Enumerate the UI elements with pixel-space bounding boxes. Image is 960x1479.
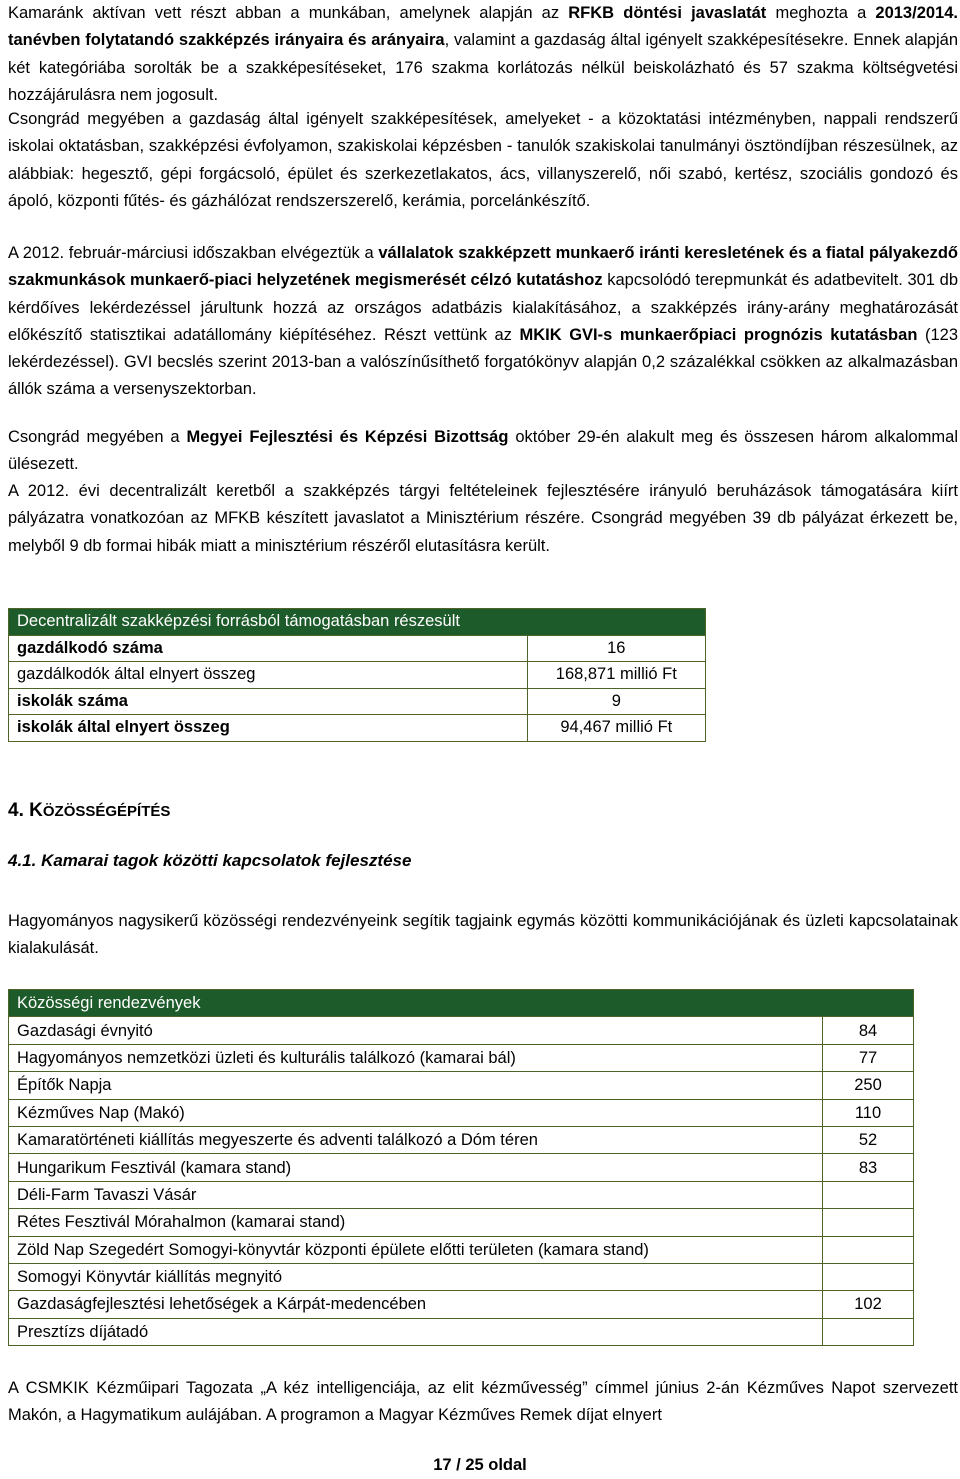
table-cell-label: Építők Napja: [9, 1072, 823, 1099]
text: (123 lekérdezéssel). GVI becslés szerint 2013-ban a valószínűsíthető forgatókönyv alapján 0,2 százalékkal csökken az alkalmazásban állók száma a versenyszektorban.: [8, 325, 958, 399]
bold-text: Megyei Fejlesztési és Képzési Bizottság: [186, 428, 509, 446]
table-cell-label: Kézműves Nap (Makó): [9, 1099, 823, 1126]
table-cell-value: 84: [823, 1017, 914, 1044]
table-header-row: [9, 609, 706, 636]
table-cell-value: 52: [823, 1126, 914, 1153]
table-header: Közösségi rendezvények: [9, 990, 914, 1017]
paragraph-palyazat: A 2012. évi decentralizált keretből a szakképzés tárgyi feltételeinek fejlesztésére irányuló beruházások támogatására kiírt pályázatra vonatkozóan az MFKB készített javaslatot a Minisztérium részére. Csongrád megyében 39 db pályázat érkezett be, melyből 9 db formai hibák miatt a minisztérium részéről elutasításra került.: [8, 482, 958, 555]
table-row: [9, 1318, 914, 1345]
table-cell-label: Hagyományos nemzetközi üzleti és kulturális találkozó (kamarai bál): [9, 1044, 823, 1071]
page-number: 17 / 25 oldal: [433, 1456, 527, 1474]
table-cell-label: Hungarikum Fesztivál (kamara stand): [9, 1154, 823, 1181]
paragraph-kutatas: [8, 240, 958, 404]
section-title: ÖZÖSSÉGÉPÍTÉS: [42, 803, 171, 820]
table-cell-value: [823, 1181, 914, 1208]
paragraph-csongrad-szakkepesitesek: Csongrád megyében a gazdaság által igényelt szakképesítések, amelyeket - a közoktatási intézményben, nappali rendszerű iskolai oktatásban, szakképzési évfolyamon, szakiskolai képzésben - tanulók szakiskolai tanulmányi ösztöndíjban részesülnek, az alábbiak: hegesztő, gépi forgácsoló, épület és szerkezetlakatos, ács, villanyszerelő, női szabó, kertész, szociális gondozó és ápoló, központi fűtés- és gázhálózat rendszerszerelő, kerámia, porcelánkészítő.: [8, 110, 958, 210]
table-header-row: [9, 990, 914, 1017]
text: Csongrád megyében a: [8, 428, 187, 446]
text: október 29-én alakult meg és összesen három alkalommal ülésezett.: [8, 428, 959, 474]
table-cell-label: gazdálkodók által elnyert összeg: [9, 662, 528, 689]
events-table: [8, 989, 914, 1346]
table-cell-label: Zöld Nap Szegedért Somogyi-könyvtár központi épülete előtti területen (kamara stand): [9, 1236, 823, 1263]
table-cell-value: 102: [823, 1291, 914, 1318]
text: kapcsolódó terepmunkát és adatbevitelt. 301 db kérdőíves lekérdezéssel járultunk hozzá az országos adatbázis kialakításához, a szakképzés irány-arány meghatározását előkészítő statisztikai adatállomány kiépítéséhez. Részt vettünk az: [8, 271, 958, 344]
table-row: [9, 1072, 914, 1099]
table-row: [9, 1017, 914, 1044]
subsection-heading: 4.1. Kamarai tagok közötti kapcsolatok fejlesztése: [8, 851, 412, 870]
table-cell-value: [823, 1209, 914, 1236]
table-cell-label: Kamaratörténeti kiállítás megyeszerte és adventi találkozó a Dóm téren: [9, 1126, 823, 1153]
table-cell-label: Somogyi Könyvtár kiállítás megnyitó: [9, 1263, 823, 1290]
table-row: [9, 1154, 914, 1181]
table-row: [9, 1099, 914, 1126]
paragraph-kezmuipari: A CSMKIK Kézműipari Tagozata „A kéz intelligenciája, az elit kézművesség” címmel június 2-án Kézműves Napot szervezett Makón, a Hagymatikum aulájában. A programon a Magyar Kézműves Remek díjat elnyert: [8, 1379, 958, 1425]
table-cell-label: Rétes Fesztivál Mórahalmon (kamarai stand): [9, 1209, 823, 1236]
table-row: [9, 635, 706, 662]
table-cell-label: Gazdaságfejlesztési lehetőségek a Kárpát-medencében: [9, 1291, 823, 1318]
paragraph-rfkb: [8, 0, 958, 109]
table-cell-value: [823, 1318, 914, 1345]
table-cell-value: 250: [823, 1072, 914, 1099]
table-cell-value: 110: [823, 1099, 914, 1126]
table-cell-value: [823, 1263, 914, 1290]
table-cell-value: 16: [527, 635, 705, 662]
table-cell-value: 77: [823, 1044, 914, 1071]
text: A 2012. február-márciusi időszakban elvégeztük a: [8, 244, 379, 262]
table-row: [9, 715, 706, 742]
table-row: [9, 1126, 914, 1153]
paragraph-bizottsag: [8, 424, 958, 479]
bold-text: MKIK GVI-s munkaerőpiaci prognózis kutatásban: [519, 325, 918, 344]
table-row: [9, 1209, 914, 1236]
table-cell-label: gazdálkodó száma: [9, 635, 528, 662]
table-cell-value: 94,467 millió Ft: [527, 715, 705, 742]
table-row: [9, 662, 706, 689]
section-number: 4. K: [8, 800, 43, 821]
table-cell-label: iskolák száma: [9, 688, 528, 715]
table-cell-value: [823, 1236, 914, 1263]
table-cell-value: 168,871 millió Ft: [527, 662, 705, 689]
table-cell-label: iskolák által elnyert összeg: [9, 715, 528, 742]
table-row: [9, 1181, 914, 1208]
section-heading: [8, 800, 170, 822]
table-cell-label: Gazdasági évnyitó: [9, 1017, 823, 1044]
table-cell-value: 9: [527, 688, 705, 715]
support-table: [8, 608, 706, 742]
text: , valamint a gazdaság által igényelt szakképesítésekre. Ennek alapján két kategóriába sorolták be a szakképesítéseket, 176 szakma korlátozás nélkül beiskolázható és 57 szakma költségvetési hozzájárulásra nem jogosult.: [8, 31, 958, 104]
bold-text: 2013/2014. tanévben folytatandó szakképzés irányaira és arányaira: [8, 4, 958, 50]
bold-text: RFKB döntési javaslatát: [568, 4, 767, 22]
table-row: [9, 1291, 914, 1318]
text: Kamaránk aktívan vett részt abban a munkában, amelynek alapján az: [8, 4, 569, 22]
table-row: [9, 1263, 914, 1290]
table-cell-label: Déli-Farm Tavaszi Vásár: [9, 1181, 823, 1208]
table-row: [9, 1044, 914, 1071]
table-header: Decentralizált szakképzési forrásból támogatásban részesült: [9, 609, 706, 636]
table-cell-label: Presztízs díjátadó: [9, 1318, 823, 1345]
text: meghozta a: [766, 4, 876, 22]
table-cell-value: 83: [823, 1154, 914, 1181]
paragraph-rendezvenyek-intro: Hagyományos nagysikerű közösségi rendezvényeink segítik tagjaink egymás közötti kommunikációjának és üzleti kapcsolatainak kialakulását.: [8, 912, 958, 958]
bold-text: vállalatok szakképzett munkaerő iránti keresletének és a fiatal pályakezdő szakmunkások munkaerő-piaci helyzetének megismerését célzó kutatáshoz: [8, 244, 958, 290]
table-row: [9, 688, 706, 715]
table-row: [9, 1236, 914, 1263]
